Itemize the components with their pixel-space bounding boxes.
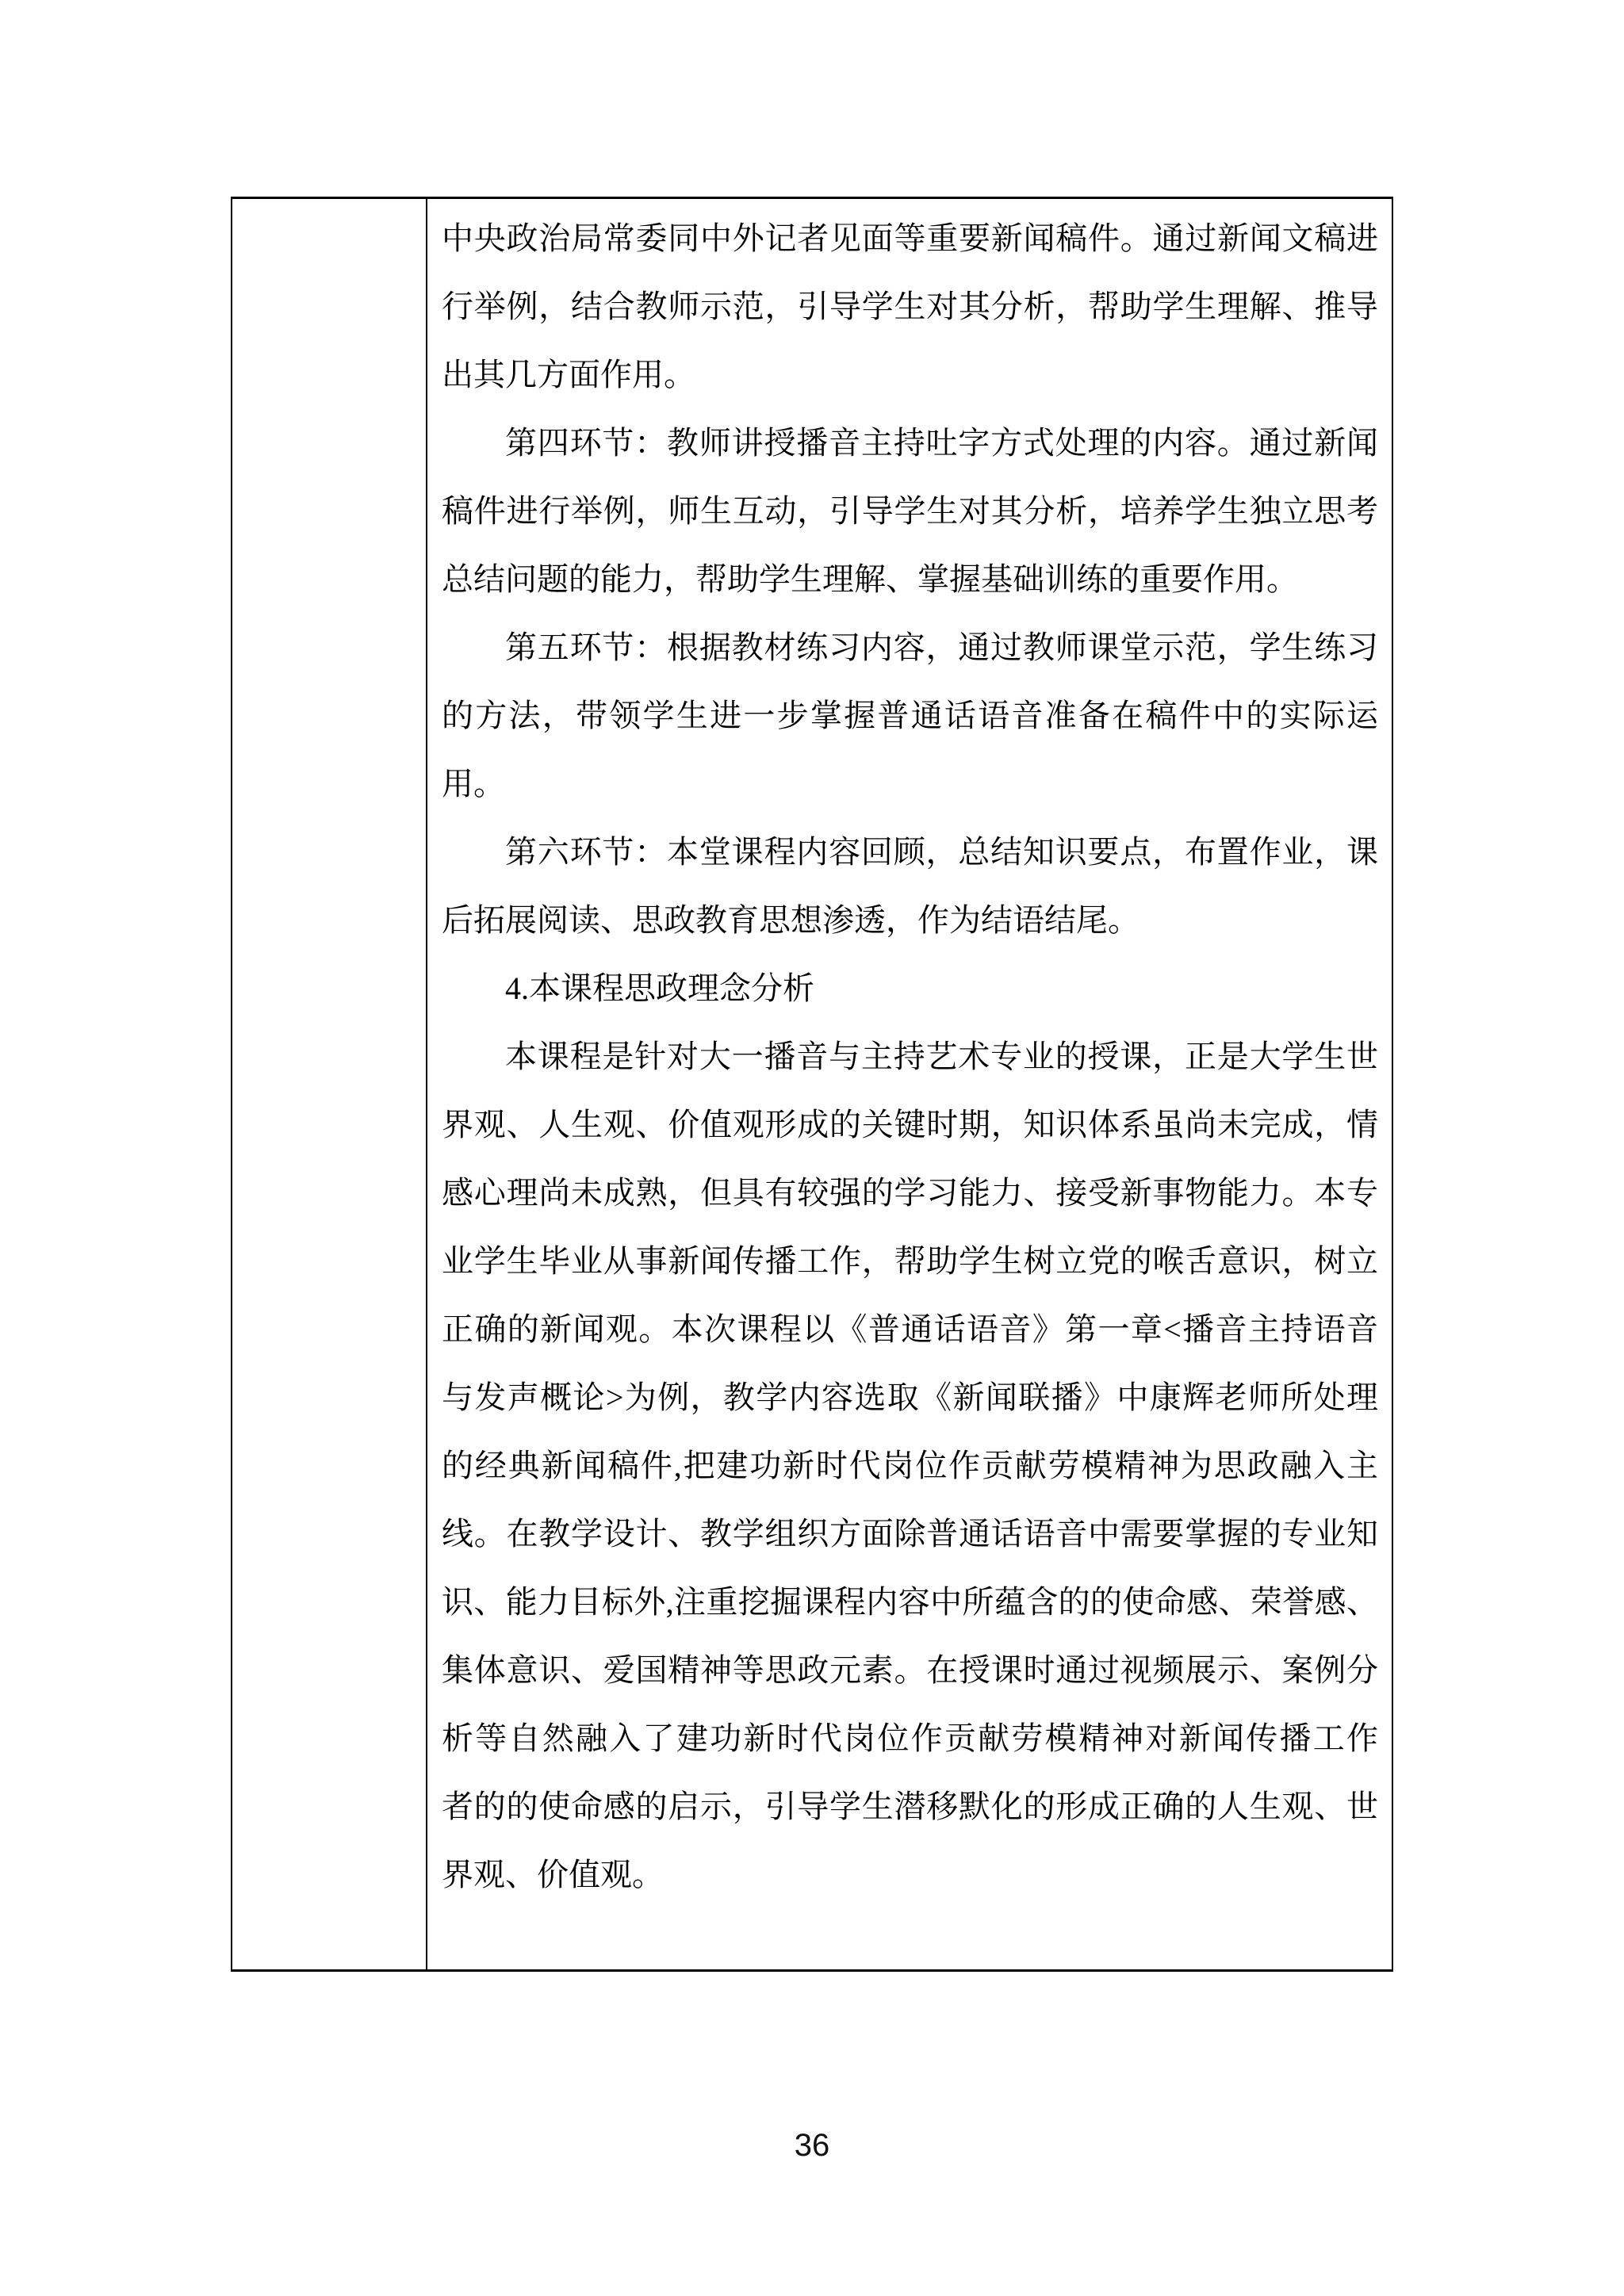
text-line: 第四环节：教师讲授播音主持吐字方式处理的内容。通过新闻 [505, 425, 1378, 461]
text-line: 本课程是针对大一播音与主持艺术专业的授课，正是大学生世 [505, 1039, 1378, 1074]
table-cell-body-text [427, 199, 1392, 1969]
text-line: 的经典新闻稿件,把建功新时代岗位作贡献劳模精神为思政融入主 [442, 1448, 1378, 1483]
page-number: 36 [794, 2128, 830, 2163]
text-line: 中央政治局常委同中外记者见面等重要新闻稿件。通过新闻文稿进 [442, 220, 1378, 256]
text-line: 者的的使命感的启示，引导学生潜移默化的形成正确的人生观、世 [442, 1789, 1378, 1824]
text-line: 界观、人生观、价值观形成的关键时期，知识体系虽尚未完成，情 [442, 1107, 1378, 1142]
text-line: 用。 [442, 766, 505, 802]
text-line: 业学生毕业从事新闻传播工作，帮助学生树立党的喉舌意识，树立 [442, 1243, 1378, 1279]
text-line: 感心理尚未成熟，但具有较强的学习能力、接受新事物能力。本专 [442, 1175, 1378, 1211]
text-line: 行举例，结合教师示范，引导学生对其分析，帮助学生理解、推导 [442, 289, 1378, 324]
text-line: 第六环节：本堂课程内容回顾，总结知识要点，布置作业，课 [505, 834, 1378, 870]
text-line: 第五环节：根据教材练习内容，通过教师课堂示范，学生练习 [505, 629, 1378, 665]
text-line: 析等自然融入了建功新时代岗位作贡献劳模精神对新闻传播工作 [442, 1720, 1378, 1756]
text-line: 正确的新闻观。本次课程以《普通话语音》第一章<播音主持语音 [442, 1311, 1378, 1347]
text-line: 的方法，带领学生进一步掌握普通话语音准备在稿件中的实际运 [442, 698, 1378, 733]
text-line: 集体意识、爱国精神等思政元素。在授课时通过视频展示、案例分 [442, 1652, 1378, 1688]
text-line: 与发声概论>为例，教学内容选取《新闻联播》中康辉老师所处理 [442, 1380, 1378, 1415]
text-line: 4.本课程思政理念分析 [505, 970, 814, 1006]
text-line: 界观、价值观。 [442, 1857, 664, 1892]
text-line: 出其几方面作用。 [442, 357, 695, 392]
text-line: 识、能力目标外,注重挖掘课程内容中所蕴含的的使命感、荣誉感、 [442, 1584, 1378, 1620]
table-cell-left-empty [232, 199, 427, 1969]
lesson-plan-table [231, 197, 1393, 1972]
text-line: 后拓展阅读、思政教育思想渗透，作为结语结尾。 [442, 902, 1139, 938]
text-line: 总结问题的能力，帮助学生理解、掌握基础训练的重要作用。 [442, 561, 1298, 597]
text-line: 稿件进行举例，师生互动，引导学生对其分析，培养学生独立思考 [442, 493, 1378, 529]
text-line: 线。在教学设计、教学组织方面除普通话语音中需要掌握的专业知 [442, 1516, 1378, 1552]
